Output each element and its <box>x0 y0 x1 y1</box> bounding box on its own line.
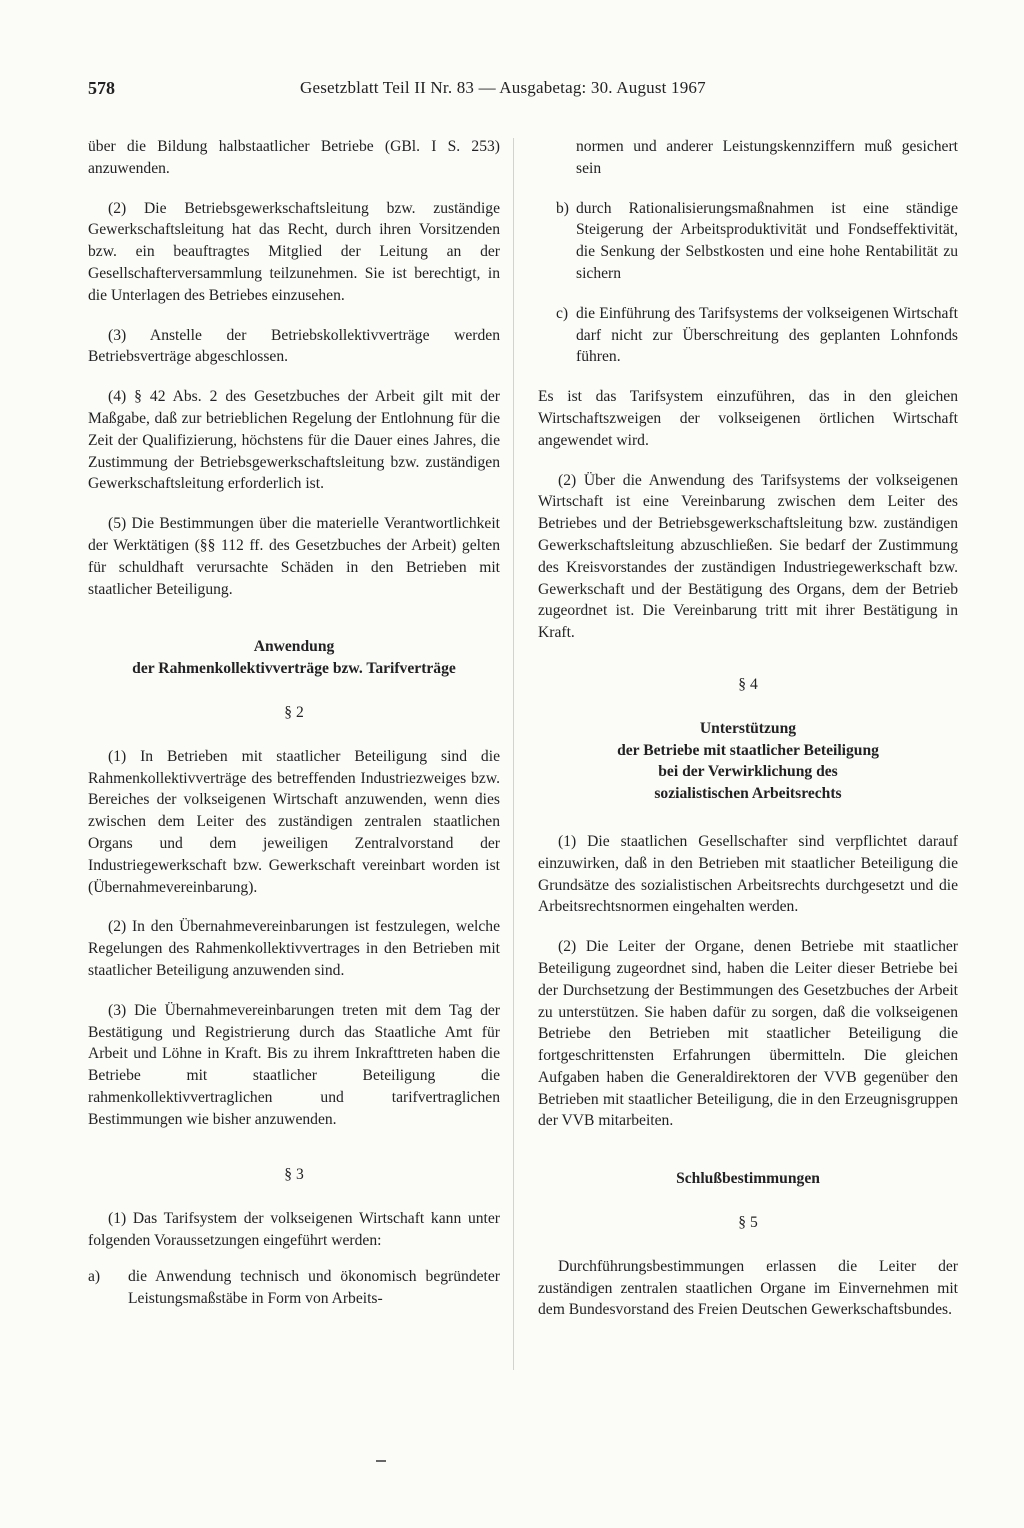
section-4-heading-line-1: Unterstützung <box>699 719 797 737</box>
page-number: 578 <box>88 78 115 98</box>
list-item-b-mark: b) <box>556 199 569 217</box>
left-column <box>88 136 500 1309</box>
list-item-b <box>538 198 958 285</box>
section-4-heading-line-3: bei der Verwirklichung des <box>658 763 838 781</box>
paragraph-1-4: (4) § 42 Abs. 2 des Gesetzbuches der Arbeit gilt mit der Maßgabe, daß zur betrieblichen Regelung der Entlohnung für die Zeit der Qualifizierung, höchstens für die Dauer eines Jahres, die Zustimmung der Betriebsgewerkschaftsleitung bzw. zuständigen Gewerkschaftsleitung erforderlich ist. <box>88 388 500 493</box>
paragraph-5-1: Durchführungsbestimmungen erlassen die Leiter der zuständigen zentralen staatlichen Organe im Einvernehmen mit dem Bundesvorstand des Freien Deutschen Gewerkschaftsbundes. <box>538 1257 958 1319</box>
list-item-a-continuation: normen und anderer Leistungskennziffern muß gesichert sein <box>576 138 958 177</box>
paragraph-1-5: (5) Die Bestimmungen über die materielle Verantwortlichkeit der Werktätigen (§§ 112 ff. des Gesetzbuches der Arbeit) gelten für schuldhaft verursachte Schäden in den Betrieben mit staatlicher Beteiligung. <box>88 515 500 598</box>
page-header <box>88 78 956 104</box>
section-5-heading: Schlußbestimmungen <box>676 1170 820 1188</box>
paragraph-2-2: (2) In den Übernahmevereinbarungen ist festzulegen, welche Regelungen des Rahmenkollektivvertrages in den Betrieben mit staatlicher Beteiligung anzuwenden sind. <box>88 918 500 979</box>
paragraph-1-3: (3) Anstelle der Betriebskollektivverträge werden Betriebsverträge abgeschlossen. <box>88 326 500 366</box>
list-item-c-mark: c) <box>556 304 569 322</box>
column-divider <box>513 138 514 1370</box>
section-2-heading-line-2: der Rahmenkollektivverträge bzw. Tarifverträge <box>132 660 456 678</box>
paragraph-2-3: (3) Die Übernahmevereinbarungen treten mit dem Tag der Bestätigung und Registrierung durch das Staatliche Amt für Arbeit und Löhne in Kraft. Bis zu ihrem Inkrafttreten haben die Betriebe mit staatlicher Beteiligung die rahmenkollektivvertraglichen und tarifvertraglichen Bestimmungen wie bisher anzuwenden. <box>88 1001 500 1128</box>
list-item-a-mark: a) <box>88 1267 101 1285</box>
section-4-sign: § 4 <box>738 675 758 693</box>
section-3-tail-paragraph: Es ist das Tarifsystem einzuführen, das in den gleichen Wirtschaftszweigen der volkseigenen örtlichen Wirtschaft angewendet wird. <box>538 388 958 449</box>
paragraph-3-1: (1) Das Tarifsystem der volkseigenen Wirtschaft kann unter folgenden Voraussetzungen eingeführt werden: <box>88 1210 500 1250</box>
paragraph-4-2: (2) Die Leiter der Organe, denen Betriebe mit staatlicher Beteiligung zugeordnet sind, haben die Leiter dieser Betriebe bei der Durchsetzung der Bestimmungen des Gesetzbuches der Arbeit zu unterstützen. Sie haben dafür zu sorgen, daß die volkseigenen Betriebe den Betrieben mit staatlicher Beteiligung die fortgeschrittensten Erfahrungen übermitteln. Die gleichen Aufgaben haben die Generaldirektoren der VVB gegenüber den Betrieben mit staatlicher Beteiligung, die in den Erzeugnisgruppen der VVB mitarbeiten. <box>538 938 958 1130</box>
section-4-heading-line-4: sozialistischen Arbeitsrechts <box>654 785 842 803</box>
section-4-heading-line-2: der Betriebe mit staatlicher Beteiligung <box>617 741 879 759</box>
section-5-sign: § 5 <box>738 1214 758 1232</box>
right-column <box>538 136 958 1321</box>
continuation-paragraph: über die Bildung halbstaatlicher Betriebe (GBl. I S. 253) anzuwenden. <box>88 138 500 177</box>
running-title: Gesetzblatt Teil II Nr. 83 — Ausgabetag: 30. August 1967 <box>300 78 706 97</box>
paragraph-1-2: (2) Die Betriebsgewerkschaftsleitung bzw. zuständige Gewerkschaftsleitung hat das Recht, durch ihren Vorsitzenden bzw. ein beauftragtes Mitglied der Leitung an der Gesellschafterversammlung teilzunehmen. Sie ist berechtigt, in die Unterlagen des Betriebes einzusehen. <box>88 199 500 304</box>
footer-mark <box>376 1460 386 1462</box>
section-2-sign: § 2 <box>284 703 304 721</box>
section-4-heading <box>538 718 958 805</box>
list-item-a <box>88 1266 500 1310</box>
list-item-b-text: durch Rationalisierungsmaßnahmen ist eine ständige Steigerung der Arbeitsproduktivität und Fondseffektivität, die Senkung der Selbstkosten und eine hohe Rentabilität zu sichern <box>576 199 958 282</box>
paragraph-2-1: (1) In Betrieben mit staatlicher Beteiligung sind die Rahmenkollektivverträge des betreffenden Industriezweiges bzw. Bereiches der volkseigenen Wirtschaft anzuwenden, wenn dies zwischen dem Leiter des zuständigen zentralen staatlichen Organs und dem jeweiligen Zentralvorstand der Industriegewerkschaft bzw. Gewerkschaft vereinbart worden ist (Übernahmevereinbarung). <box>88 747 500 896</box>
paragraph-3-2: (2) Über die Anwendung des Tarifsystems der volkseigenen Wirtschaft ist eine Vereinbarung zwischen dem Leiter des Betriebes und der Betriebsgewerkschaftsleitung bzw. zuständigen Gewerkschaftsleitung abzuschließen. Sie bedarf der Zustimmung des Kreisvorstandes der zuständigen Industriegewerkschaft bzw. Gewerkschaft und der Bestätigung des Organs, dem der Betrieb zugeordnet ist. Die Vereinbarung tritt mit ihrer Bestätigung in Kraft. <box>538 471 958 642</box>
paragraph-4-1: (1) Die staatlichen Gesellschafter sind verpflichtet darauf einzuwirken, daß in den Betrieben mit staatlicher Beteiligung die Grundsätze des sozialistischen Arbeitsrechts durchgesetzt und die Arbeitsrechtsnormen eingehalten werden. <box>538 832 958 916</box>
list-item-c-text: die Einführung des Tarifsystems der volkseigenen Wirtschaft darf nicht zur Überschreitung des geplanten Lohnfonds führen. <box>576 304 958 366</box>
section-2-heading <box>88 636 500 680</box>
section-2-heading-line-1: Anwendung <box>253 638 335 656</box>
list-item-a-text: die Anwendung technisch und ökonomisch begründeter Leistungsmaßstäbe in Form von Arbeits- <box>128 1267 500 1307</box>
list-item-c <box>538 303 958 368</box>
section-3-sign: § 3 <box>284 1166 304 1184</box>
